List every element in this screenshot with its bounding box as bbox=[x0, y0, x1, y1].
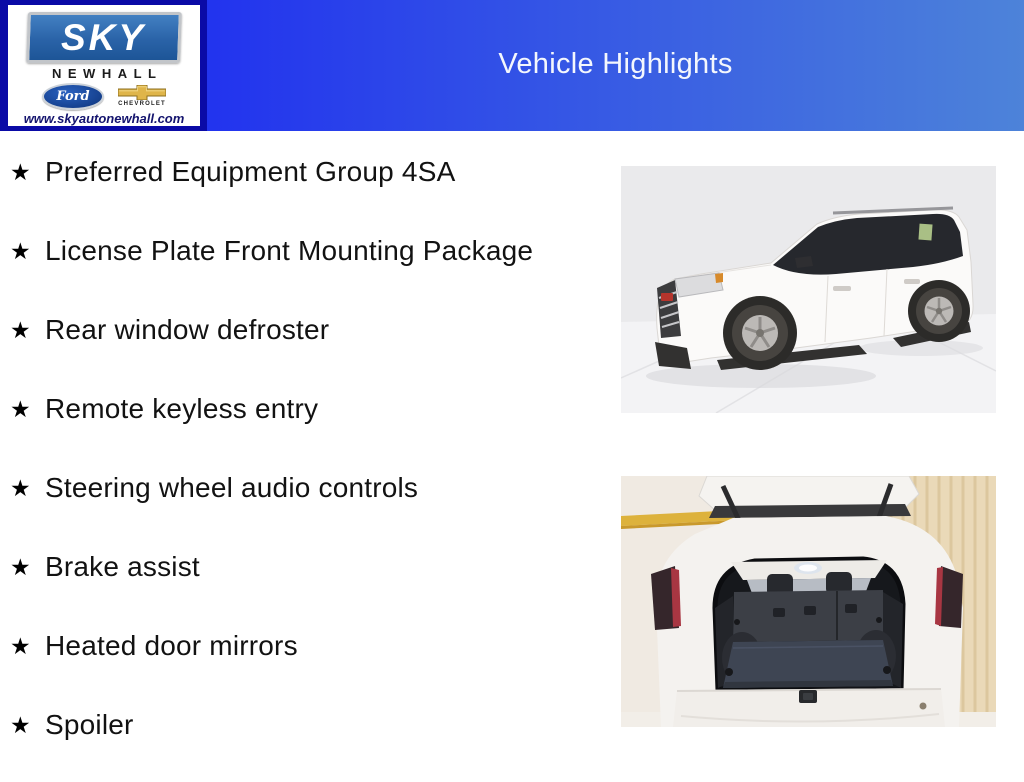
list-item bbox=[10, 624, 533, 668]
item-label: Heated door mirrors bbox=[45, 630, 298, 661]
item-label: Remote keyless entry bbox=[45, 393, 319, 424]
item-label: Rear window defroster bbox=[45, 314, 330, 345]
sky-badge bbox=[26, 12, 182, 63]
star-bullet-icon: ★ bbox=[10, 158, 31, 185]
vehicle-exterior-illustration bbox=[621, 166, 996, 413]
vehicle-cargo-photo bbox=[621, 476, 996, 727]
item-label: Brake assist bbox=[45, 551, 200, 582]
list-item bbox=[10, 703, 533, 747]
star-bullet-icon: ★ bbox=[10, 474, 31, 501]
sky-brand-text: SKY bbox=[61, 17, 147, 58]
list-item bbox=[10, 545, 533, 589]
page-title: Vehicle Highlights bbox=[498, 48, 733, 80]
newhall-text: NEWHALL bbox=[52, 66, 163, 81]
item-label: Steering wheel audio controls bbox=[45, 472, 419, 503]
list-item bbox=[10, 308, 533, 352]
dealer-logo bbox=[0, 0, 207, 131]
star-bullet-icon: ★ bbox=[10, 395, 31, 422]
list-item bbox=[10, 150, 533, 194]
list-item bbox=[10, 229, 533, 273]
highlights-list bbox=[10, 150, 533, 782]
dealer-website-url: www.skyautonewhall.com bbox=[23, 111, 185, 126]
chevrolet-logo bbox=[118, 85, 166, 107]
vehicle-cargo-illustration bbox=[621, 476, 996, 727]
chevrolet-bowtie-icon bbox=[118, 85, 166, 100]
star-bullet-icon: ★ bbox=[10, 237, 31, 264]
item-label: License Plate Front Mounting Package bbox=[45, 235, 534, 266]
list-item bbox=[10, 387, 533, 431]
star-bullet-icon: ★ bbox=[10, 711, 31, 738]
ford-logo-text: Ford bbox=[56, 88, 90, 104]
vehicle-exterior-photo bbox=[621, 166, 996, 413]
item-label: Spoiler bbox=[45, 709, 134, 740]
brand-logos-row bbox=[42, 83, 166, 109]
item-label: Preferred Equipment Group 4SA bbox=[45, 156, 456, 187]
list-item bbox=[10, 466, 533, 510]
star-bullet-icon: ★ bbox=[10, 553, 31, 580]
star-bullet-icon: ★ bbox=[10, 316, 31, 343]
dealer-logo-card bbox=[8, 5, 200, 126]
star-bullet-icon: ★ bbox=[10, 632, 31, 659]
ford-logo-icon bbox=[42, 83, 104, 110]
chevrolet-logo-text: CHEVROLET bbox=[118, 101, 166, 107]
